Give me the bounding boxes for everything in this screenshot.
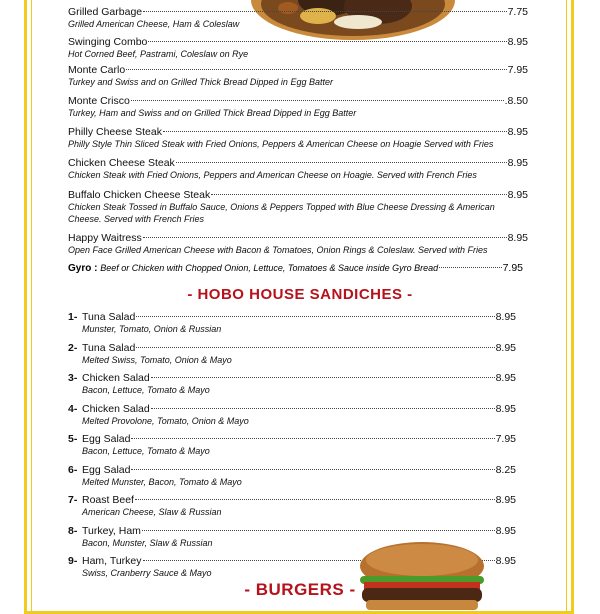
item-name: Happy Waitress <box>68 232 142 244</box>
hobo-item <box>68 311 516 336</box>
menu-item <box>68 232 528 257</box>
item-price: 8.95 <box>507 189 528 201</box>
item-name: Buffalo Chicken Cheese Steak <box>68 189 211 201</box>
item-desc: Chicken Steak Tossed in Buffalo Sauce, Onions & Peppers Topped with Blue Cheese Dressing & American Cheese. Served with French Fries <box>68 202 495 224</box>
item-price: 8.95 <box>495 494 516 506</box>
item-desc: Melted Provolone, Tomato, Onion & Mayo <box>82 415 249 426</box>
item-name: Monte Carlo <box>68 64 126 76</box>
gyro-name: Gyro : <box>68 263 98 274</box>
item-number: 5- <box>68 433 78 445</box>
gyro-desc: Beef or Chicken with Chopped Onion, Lettuce, Tomatoes & Sauce inside Gyro Bread <box>100 263 439 273</box>
item-desc: American Cheese, Slaw & Russian <box>82 507 222 517</box>
item-name: Egg Salad <box>82 433 131 445</box>
item-number: 4- <box>68 402 78 415</box>
item-number: 1- <box>68 311 78 323</box>
hobo-item <box>68 464 516 489</box>
section-title-burgers: - BURGERS - <box>244 580 356 599</box>
item-desc: Philly Style Thin Sliced Steak with Fried Onions, Peppers & American Cheese on Hoagie Served with Fries <box>68 139 494 149</box>
item-desc: Melted Swiss, Tomato, Onion & Mayo <box>82 354 232 365</box>
item-number: 9- <box>68 555 78 567</box>
item-number: 3- <box>68 372 78 384</box>
item-price: 8.95 <box>495 524 516 537</box>
hobo-item <box>68 372 516 397</box>
menu-item <box>68 157 528 182</box>
menu-item <box>68 126 528 151</box>
item-desc: Bacon, Munster, Slaw & Russian <box>82 537 213 548</box>
item-name: Turkey, Ham <box>82 524 141 537</box>
item-price: 7.95 <box>507 64 528 76</box>
item-desc: Melted Munster, Bacon, Tomato & Mayo <box>82 476 242 487</box>
item-desc: Swiss, Cranberry Sauce & Mayo <box>82 568 212 578</box>
item-price: 8.95 <box>507 126 528 138</box>
menu-item <box>68 95 528 120</box>
item-name: Monte Crisco <box>68 95 130 107</box>
hobo-item <box>68 433 516 458</box>
item-name: Chicken Cheese Steak <box>68 157 175 169</box>
item-name: Philly Cheese Steak <box>68 126 162 138</box>
item-price: 8.95 <box>507 157 528 169</box>
item-desc: Munster, Tomato, Onion & Russian <box>82 324 222 334</box>
gyro-price: 7.95 <box>502 262 523 274</box>
item-price: 8.95 <box>495 402 516 415</box>
item-number: 8- <box>68 524 78 537</box>
item-number: 2- <box>68 341 78 354</box>
menu-item <box>68 6 528 31</box>
item-name: Chicken Salad <box>82 372 150 384</box>
item-price: 7.95 <box>495 433 516 445</box>
item-name: Roast Beef <box>82 494 134 506</box>
hobo-item <box>68 494 516 519</box>
item-name: Swinging Combo <box>68 36 148 48</box>
item-price: 7.75 <box>507 6 528 18</box>
item-name: Chicken Salad <box>82 402 150 415</box>
item-price: .8.50 <box>504 95 528 107</box>
item-number: 7- <box>68 494 78 506</box>
item-name: Tuna Salad <box>82 341 136 354</box>
item-name: Ham, Turkey <box>82 555 142 567</box>
menu-item <box>68 36 528 61</box>
item-desc: Bacon, Lettuce, Tomato & Mayo <box>82 446 210 456</box>
item-price: 8.25 <box>495 463 516 476</box>
item-desc: Turkey, Ham and Swiss and on Grilled Thick Bread Dipped in Egg Batter <box>68 108 357 118</box>
item-price: 8.95 <box>495 341 516 354</box>
item-number: 6- <box>68 463 78 476</box>
item-price: 8.95 <box>495 372 516 384</box>
item-name: Grilled Garbage <box>68 6 143 18</box>
item-price: 8.95 <box>495 555 516 567</box>
hobo-item <box>68 403 516 428</box>
menu-item <box>68 64 528 89</box>
item-desc: Turkey and Swiss and on Grilled Thick Bread Dipped in Egg Batter <box>68 77 333 87</box>
menu-border-inner <box>31 0 567 614</box>
item-name: Egg Salad <box>82 463 131 476</box>
item-price: 8.95 <box>507 232 528 244</box>
section-title-hobo: - HOBO HOUSE SANDICHES - <box>187 286 413 303</box>
item-price: 8.95 <box>495 311 516 323</box>
item-price: 8.95 <box>507 36 528 48</box>
item-desc: Grilled American Cheese, Ham & Coleslaw <box>68 19 240 29</box>
hobo-item <box>68 342 516 367</box>
item-desc: Bacon, Lettuce, Tomato & Mayo <box>82 385 210 395</box>
item-name: Tuna Salad <box>82 311 136 323</box>
item-desc: Hot Corned Beef, Pastrami, Coleslaw on Rye <box>68 49 249 59</box>
item-desc: Chicken Steak with Fried Onions, Peppers and American Cheese on Hoagie. Served with French Fries <box>68 170 477 180</box>
menu-item <box>68 189 528 225</box>
gyro-item <box>68 262 523 275</box>
item-desc: Open Face Grilled American Cheese with Bacon & Tomatoes, Onion Rings & Coleslaw. Served with Fries <box>68 245 488 255</box>
